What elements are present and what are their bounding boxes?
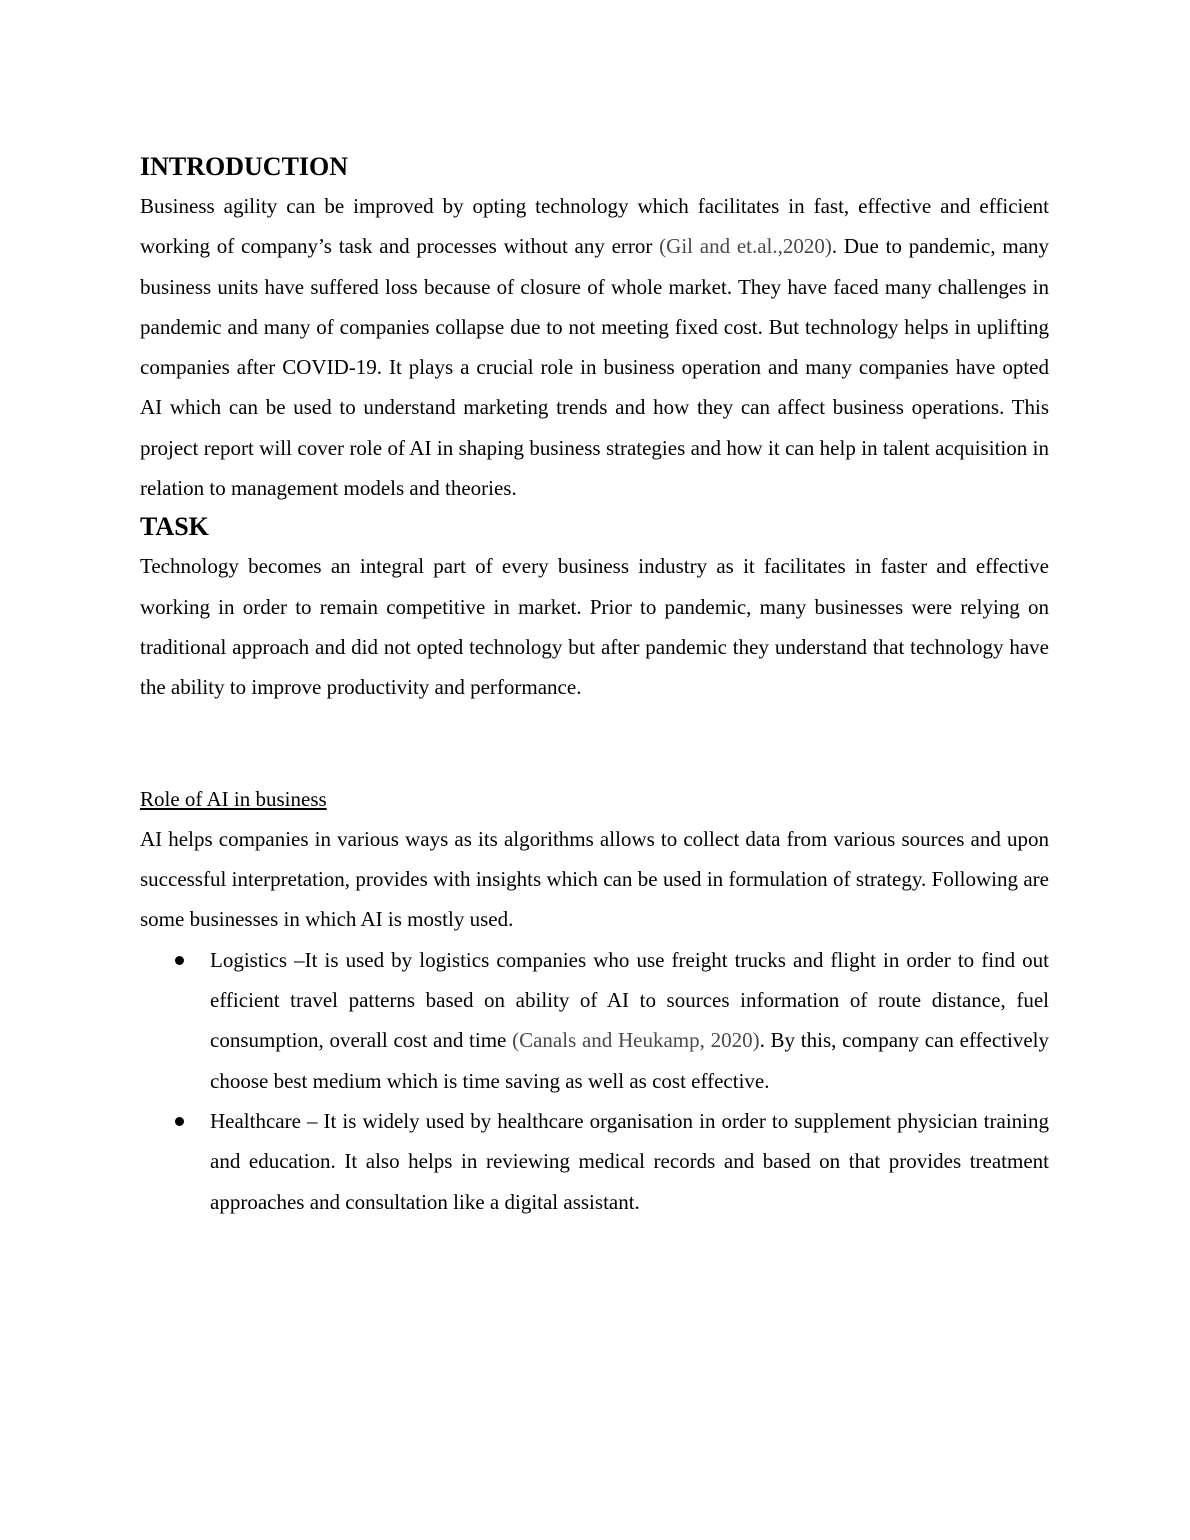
bullet-item-healthcare [140, 1101, 1049, 1222]
task-paragraph: Technology becomes an integral part of every business industry as it facilitates in faster and effective working in order to remain competitive in market. Prior to pandemic, many businesses were relying on traditional approach and did not opted technology but after pandemic they understand that technology have the ability to improve productivity and performance. [140, 554, 1049, 700]
introduction-text-part-2: . Due to pandemic, many business units have suffered loss because of closure of whole market. They have faced many challenges in pandemic and many of companies collapse due to not meeting fixed cost. But technology helps in uplifting companies after COVID-19. It plays a crucial role in business operation and many companies have opted AI which can be used to understand marketing trends and how they can affect business operations. This project report will cover role of AI in shaping business strategies and how it can help in talent acquisition in relation to management models and theories. [140, 234, 1050, 501]
introduction-heading: INTRODUCTION [140, 152, 349, 181]
logistics-text-part-1: Logistics –It is used by logistics companies who use freight trucks and flight in order to find out efficient travel patterns based on ability of AI to sources information of route distance, fuel consumption, overall cost and time [210, 947, 1049, 1053]
healthcare-text: Healthcare – It is widely used by healthcare organisation in order to supplement physician training and education. It also helps in reviewing medical records and based on that provides treatment approaches and consultation like a digital assistant. [210, 1108, 1049, 1214]
introduction-paragraph [140, 186, 1049, 508]
introduction-citation: (Gil and et.al.,2020) [659, 234, 832, 259]
role-of-ai-subheading: Role of AI in business [140, 786, 327, 811]
document-page [140, 148, 1049, 1222]
bullet-dot-icon [175, 956, 184, 965]
logistics-citation: (Canals and Heukamp, 2020) [512, 1028, 760, 1053]
bullet-item-logistics [140, 940, 1049, 1101]
role-of-ai-paragraph: AI helps companies in various ways as its algorithms allows to collect data from various sources and upon successful interpretation, provides with insights which can be used in formulation of strategy. Following are some businesses in which AI is mostly used. [140, 826, 1049, 932]
introduction-text-part-1: Business agility can be improved by opting technology which facilitates in fast, effective and efficient working of company’s task and processes without any error [140, 194, 1049, 259]
ai-uses-bullet-list [140, 940, 1049, 1222]
task-heading: TASK [140, 512, 209, 542]
bullet-dot-icon [175, 1117, 184, 1126]
logistics-text-part-2: . By this, company can effectively choose best medium which is time saving as well as cost effective. [210, 1028, 1050, 1093]
